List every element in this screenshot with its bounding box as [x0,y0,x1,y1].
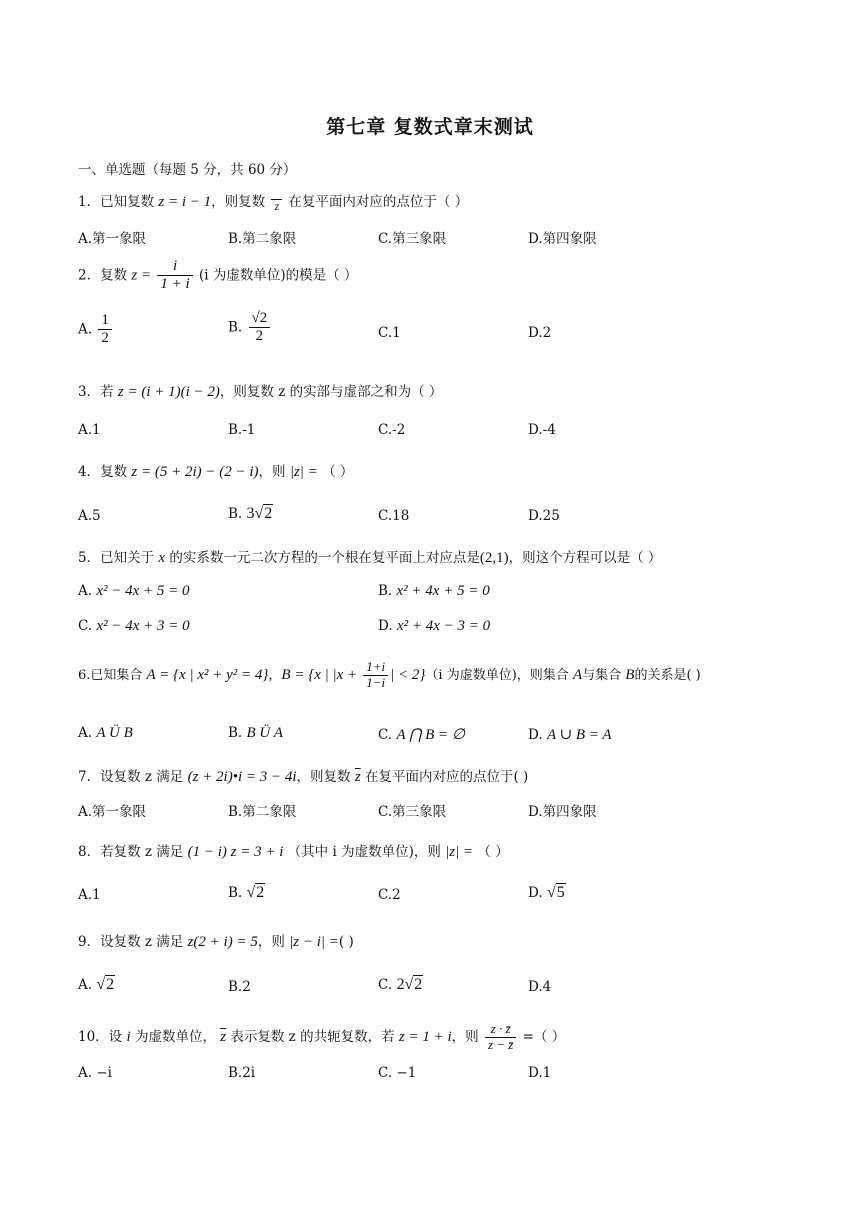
q3-text: 3．若 [78,384,114,400]
q5-option-d [378,618,490,635]
q5-d-label: D. [378,618,393,634]
q1-option-b: B.第二象限 [228,231,297,247]
q6-option-b [228,725,283,742]
q10-den: z − z̄ [487,1036,514,1052]
q6-num: 1+i [363,660,388,676]
q7-mid: ，则复数 [296,769,351,785]
q6-den: 1−i [366,674,386,690]
q10-num: z · z̄ [485,1022,516,1038]
q6-b-expr: B Ü A [246,725,283,741]
q10-mid3: ，则 [451,1028,479,1045]
q6-sep: ， [268,667,282,683]
q7-post: 在复平面内对应的点位于( ) [364,769,529,785]
question-10 [78,1022,565,1053]
q8-option-b [228,884,265,902]
q5-a-label: A. [78,583,93,599]
q4-b-rad: 2 [264,505,273,522]
q2-fraction [157,258,192,294]
q2-b-num: √2 [249,310,271,328]
q5-c-expr: x² − 4x + 3 = 0 [96,618,190,634]
q10-option-c: C. −1 [378,1065,417,1081]
q1-fraction [271,191,282,214]
q9-a-sqrt: √2 [96,976,115,993]
q1-text: 1．已知复数 [78,194,155,210]
q8-b-sqrt: √2 [246,884,265,901]
q3-option-a: A.1 [78,422,101,438]
q8-option-d [528,884,566,902]
q7-conj: $\overline{z}$ [354,769,361,785]
q9-expr: z(2 + i) = 5 [187,934,258,950]
q6-option-d [528,725,612,744]
q1-frac-den: z [274,199,280,214]
q4-b-sqrt: 3√2 [246,505,273,522]
q5-text: 5．已知关于 [78,550,155,566]
q10-option-d: D.1 [528,1065,552,1081]
q10-expr: z = 1 + i [398,1028,452,1045]
question-7 [78,765,528,786]
q6-a-label: A. [78,725,93,741]
section-heading: 一、单选题（每题 5 分，共 60 分） [78,162,297,178]
question-4 [78,460,353,481]
q2-b-fraction [249,310,271,346]
q6-a: A [572,666,583,683]
q8-b-label: B. [228,885,243,901]
q2-option-a [78,312,114,348]
q10-post: =（ ） [522,1028,566,1045]
q2-a-num: 1 [98,312,112,330]
q5-b-expr: x² + 4x + 5 = 0 [396,583,490,599]
q10-option-b: B.2i [228,1065,256,1081]
q1-option-c: C.第三象限 [378,231,447,247]
q5-option-b [378,583,490,600]
q2-post: (i 为虚数单位)的模是（ ） [199,267,358,284]
q10-mid1: 为虚数单位， [134,1028,216,1045]
q2-num: i [157,258,192,276]
q6-text: 6.已知集合 [78,667,143,683]
q6-end: 的关系是( ) [634,667,701,683]
q2-text: 2．复数 [78,267,128,284]
q3-option-d: D.-4 [528,422,556,438]
q2-lhs: z = [131,267,152,284]
q5-point: (2,1) [479,550,509,566]
q8-mid: （其中 i 为虚数单位)，则 [287,844,441,860]
q6-set-b-pre: B = {x | |x + [281,666,358,683]
q4-text: 4．复数 [78,464,128,480]
q10-text: 10．设 [78,1028,123,1045]
q6-mid: 与集合 [582,667,622,683]
q4-abs: |z| = [289,464,318,480]
question-1 [78,190,468,214]
q1-expr: z = i − 1 [158,194,212,210]
q4-option-d: D.25 [528,508,560,524]
question-8 [78,840,509,861]
q2-a-den: 2 [101,330,109,347]
q10-conj: $\overline{z}$ [220,1028,227,1045]
q6-set-b-post: | < 2} [390,666,426,683]
q9-option-a [78,976,115,994]
q6-set-a: A = {x | x² + y² = 4} [146,666,269,683]
q8-option-a: A.1 [78,887,101,903]
question-2 [78,258,357,294]
q4-b-coef: 3 [246,505,255,522]
q6-d-expr: A ∪ B = A [546,727,612,743]
q8-d-label: D. [528,885,543,901]
q9-option-c [378,976,423,994]
q6-b: B [625,666,635,683]
q10-option-a: A. −i [78,1065,112,1081]
q4-option-b [228,505,273,523]
q9-post: ( ) [338,934,354,950]
q4-mid: ，则 [258,464,286,480]
q5-option-a [78,583,190,600]
q5-a-expr: x² − 4x + 5 = 0 [96,583,190,599]
q6-fraction [363,660,388,691]
question-5 [78,546,661,567]
q6-c-expr: A ⋂ B = ∅ [396,727,465,743]
q9-c-sqrt: 2√2 [396,976,423,993]
q2-option-b [228,310,272,346]
q5-c-label: C. [78,618,93,634]
q8-option-c: C.2 [378,887,401,903]
q6-a-expr: A Ü B [96,725,133,741]
q9-text: 9．设复数 z 满足 [78,934,184,950]
q1-mid: ，则复数 [211,194,266,210]
q2-a-label: A. [78,321,93,338]
q9-option-d: D.4 [528,979,552,995]
q7-text: 7．设复数 z 满足 [78,769,184,785]
q4-option-c: C.18 [378,508,410,524]
q8-text: 8．若复数 z 满足 [78,844,184,860]
q9-option-b: B.2 [228,979,251,995]
q4-post: （ ） [322,464,354,480]
q5-mid: 的实系数一元二次方程的一个根在复平面上对应点是 [169,550,480,566]
q9-a-rad: 2 [106,976,115,993]
q7-option-b: B.第二象限 [228,804,297,820]
q6-b-label: B. [228,725,243,741]
q5-option-c [78,618,190,635]
question-3 [78,380,442,401]
q8-b-rad: 2 [256,884,265,901]
q9-c-label: C. [378,977,393,993]
q2-b-den: 2 [255,328,264,345]
q6-c-label: C. [378,727,393,743]
q4-b-label: B. [228,506,243,522]
q1-option-d: D.第四象限 [528,231,597,247]
q2-a-fraction [98,312,112,348]
q9-c-rad: 2 [414,976,423,993]
q7-option-a: A.第一象限 [78,804,147,820]
q8-expr: (1 − i) z = 3 + i [187,844,284,860]
q10-fraction [485,1022,516,1053]
q3-expr: z = (i + 1)(i − 2) [117,384,220,400]
q9-abs: |z − i| = [289,934,339,950]
q6-option-a [78,725,133,742]
q8-post: （ ） [477,844,509,860]
q2-den: 1 + i [160,276,190,293]
q5-b-label: B. [378,583,393,599]
question-9 [78,930,354,951]
q9-c-coef: 2 [396,976,405,993]
q5-var: x [158,550,166,566]
q8-d-rad: 5 [556,884,565,901]
q9-a-label: A. [78,977,93,993]
q6-d-label: D. [528,727,543,743]
page-title: 第七章 复数式章末测试 [326,116,534,138]
q7-expr: (z + 2i)•i = 3 − 4i [187,769,297,785]
q10-i: i [126,1028,131,1045]
q4-expr: z = (5 + 2i) − (2 − i) [131,464,259,480]
q2-option-d: D.2 [528,325,552,341]
question-6 [78,660,701,691]
q5-d-expr: x² + 4x − 3 = 0 [396,618,491,634]
q8-abs: |z| = [445,844,474,860]
q1-option-a: A.第一象限 [78,231,147,247]
q2-b-label: B. [228,319,243,336]
q9-mid: ，则 [257,934,285,950]
q1-post: 在复平面内对应的点位于（ ） [288,194,469,210]
q5-post: ，则这个方程可以是（ ） [508,550,662,566]
q10-mid2: 表示复数 z 的共轭复数，若 [230,1028,395,1045]
q6-post: （i 为虚数单位)，则集合 [425,667,569,683]
q3-option-b: B.-1 [228,422,256,438]
q7-option-c: C.第三象限 [378,804,447,820]
q3-post: ，则复数 z 的实部与虚部之和为（ ） [219,384,443,400]
q4-option-a: A.5 [78,508,101,524]
q7-option-d: D.第四象限 [528,804,597,820]
q6-option-c [378,725,465,744]
q2-option-c: C.1 [378,325,401,341]
q3-option-c: C.-2 [378,422,406,438]
q8-d-sqrt: √5 [546,884,565,901]
